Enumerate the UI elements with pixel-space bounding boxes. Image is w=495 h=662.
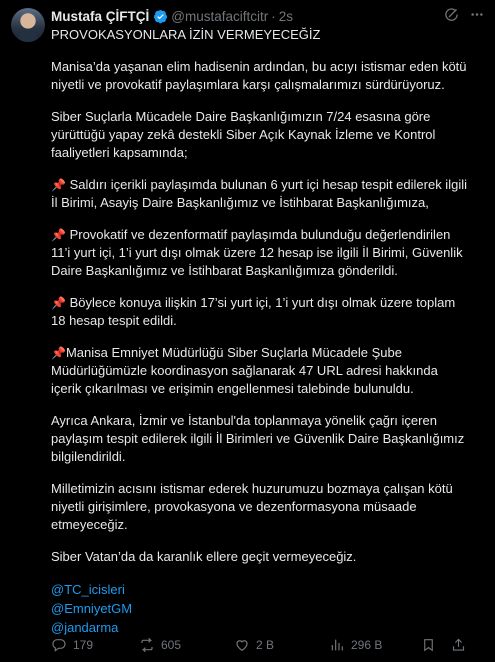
share-icon [451, 637, 466, 653]
verified-badge-icon [153, 9, 168, 24]
repost-icon [139, 637, 155, 653]
tweet-paragraph: Ayrıca Ankara, İzmir ve İstanbul'da toplanmaya yönelik çağrı içeren paylaşım tespit edilerek ilgili İl Birimleri ve Güvenlik Daire Başkanlığımız bilgilendirildi. [51, 413, 465, 464]
paragraph-text: Saldırı içerikli paylaşımda bulunan 6 yurt içi hesap tespit edilerek ilgili İl Birimi, Asayiş Daire Başkanlığımız ve İstihbarat Başkanlığımıza, [51, 177, 467, 210]
mention-list [51, 580, 471, 637]
tweet-header [51, 7, 485, 25]
paragraph-text: Provokatif ve dezenformatif paylaşımda bulunduğu değerlendirilen 11’i yurt içi, 1’i yurt dışı olmak üzere 12 hesap ise ilgili İl Birimi, Güvenlik Daire Başkanlığımız ve İstihbarat Başkanlığımıza gönderildi. [51, 227, 463, 278]
like-count: 2 B [256, 638, 275, 652]
more-options-icon[interactable] [469, 7, 485, 22]
tweet-paragraph: Siber Suçlarla Mücadele Daire Başkanlığımızın 7/24 esasına göre yürüttüğü yapay zekâ destekli Siber Açık Kaynak İzleme ve Kontrol faaliyetleri kapsamında; [51, 109, 436, 160]
reply-button[interactable] [51, 637, 139, 653]
bookmark-button[interactable] [421, 637, 451, 653]
views-chart-icon [329, 637, 345, 653]
author-handle[interactable]: @mustafaciftcitr [171, 8, 269, 24]
mention-link[interactable]: @jandarma [51, 620, 119, 635]
tweet-paragraph [51, 344, 471, 398]
repost-button[interactable] [139, 637, 234, 653]
pushpin-icon: 📌 [51, 228, 66, 242]
tweet-text [51, 26, 471, 637]
pushpin-icon: 📌 [51, 346, 66, 360]
views-button[interactable] [329, 637, 421, 653]
grok-icon[interactable] [444, 7, 459, 22]
reply-icon [51, 637, 67, 653]
tweet-paragraph: Siber Vatan’da da karanlık ellere geçit vermeyeceğiz. [51, 549, 357, 564]
paragraph-text: Böylece konuya ilişkin 17’si yurt içi, 1’i yurt dışı olmak üzere toplam 18 hesap tespit edildi. [51, 295, 456, 328]
tweet-paragraph [51, 176, 471, 212]
tweet-action-bar [51, 636, 487, 654]
header-separator: · [271, 8, 276, 24]
mention-link[interactable]: @TC_icisleri [51, 582, 125, 597]
reply-count: 179 [73, 638, 94, 652]
tweet-paragraph [51, 294, 471, 330]
tweet-time[interactable]: 2s [278, 8, 294, 24]
view-count: 296 B [351, 638, 383, 652]
avatar[interactable] [11, 8, 45, 42]
tweet-paragraph: Manisa’da yaşanan elim hadisenin ardından, bu acıyı istismar eden kötü niyetli ve provokatif paylaşımlara karşı çalışmalarımızı sürdürüyoruz. [51, 59, 467, 92]
paragraph-text: Manisa Emniyet Müdürlüğü Siber Suçlarla Mücadele Şube Müdürlüğümüzle koordinasyon sağlanarak 47 URL adresi hakkında içerik çıkarılması ve erişimin engellenmesi talebinde bulunuldu. [51, 345, 438, 396]
heart-icon [234, 637, 250, 653]
mention-link[interactable]: @EmniyetGM [51, 601, 133, 616]
tweet-headline: PROVOKASYONLARA İZİN VERMEYECEĞİZ [51, 27, 321, 42]
tweet-top-actions [444, 7, 485, 22]
share-button[interactable] [451, 637, 469, 653]
pushpin-icon: 📌 [51, 178, 66, 192]
repost-count: 605 [161, 638, 182, 652]
pushpin-icon: 📌 [51, 296, 66, 310]
bookmark-icon [421, 637, 436, 653]
like-button[interactable] [234, 637, 329, 653]
tweet-paragraph [51, 226, 471, 280]
tweet-paragraph: Milletimizin acısını istismar ederek huzurumuzu bozmaya çalışan kötü niyetli girişimlere, provokasyona ve dezenformasyona müsaade etmeyeceğiz. [51, 481, 453, 532]
author-name[interactable]: Mustafa ÇİFTÇİ [51, 8, 150, 24]
